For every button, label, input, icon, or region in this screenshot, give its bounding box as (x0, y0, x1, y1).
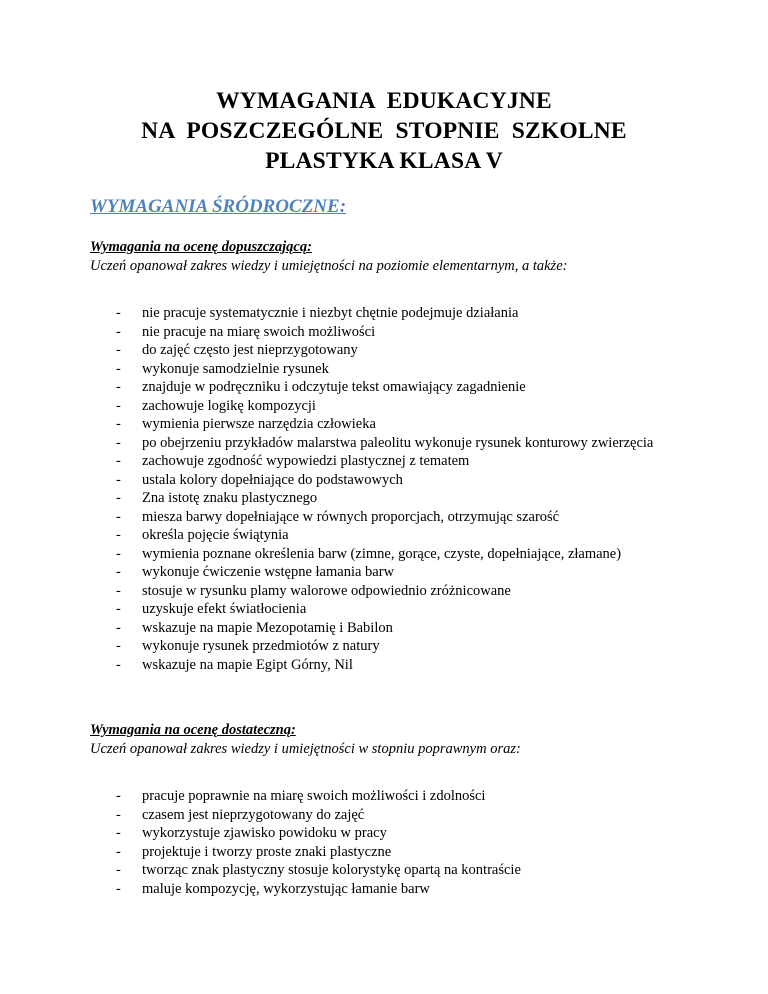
list-item-text: wymienia pierwsze narzędzia człowieka (142, 416, 376, 432)
list-item-text: wskazuje na mapie Egipt Górny, Nil (142, 656, 353, 673)
list-item (90, 489, 702, 508)
list-item-text: uzyskuje efekt światłocienia (142, 601, 307, 617)
document-title (0, 86, 768, 176)
group-intro: Uczeń opanował zakres wiedzy i umiejętności na poziomie elementarnym, a także: (90, 258, 568, 274)
list-item-text: nie pracuje systematycznie i niezbyt chętnie podejmuje działania (142, 305, 519, 321)
list-item-text: po obejrzeniu przykładów malarstwa paleolitu wykonuje rysunek konturowy zwierzęcia (142, 434, 654, 451)
bullet-dash: - (116, 397, 121, 414)
list-item (90, 619, 702, 638)
list-item-text: ustala kolory dopełniające do podstawowych (142, 471, 403, 488)
requirements-list (90, 787, 750, 898)
list-item-text: wskazuje na mapie Mezopotamię i Babilon (142, 619, 393, 636)
list-item (90, 806, 702, 825)
list-item (90, 434, 702, 453)
title-line-3: PLASTYKA KLASA V (265, 148, 503, 174)
list-item (90, 304, 702, 323)
list-item-text: pracuje poprawnie na miarę swoich możliwości i zdolności (142, 788, 486, 804)
requirements-group-pass (90, 238, 750, 674)
list-item-text: projektuje i tworzy proste znaki plastyczne (142, 843, 392, 860)
title-line-1: WYMAGANIA EDUKACYJNE (216, 88, 552, 114)
bullet-dash: - (116, 619, 121, 636)
bullet-dash: - (116, 880, 121, 897)
bullet-dash: - (116, 379, 121, 395)
list-item (90, 397, 702, 416)
bullet-dash: - (116, 788, 121, 804)
list-item (90, 452, 702, 471)
list-item-text: wymienia poznane określenia barw (zimne, gorące, czyste, dopełniające, złamane) (142, 545, 622, 562)
requirements-list (90, 304, 750, 674)
list-item-text: wykonuje rysunek przedmiotów z natury (142, 638, 380, 654)
requirements-group-satisfactory (90, 721, 750, 898)
bullet-dash: - (116, 843, 121, 860)
list-item (90, 323, 702, 342)
list-item-text: wykonuje samodzielnie rysunek (142, 360, 329, 377)
list-item-text: tworząc znak plastyczny stosuje kolorystykę opartą na kontraście (142, 862, 521, 878)
bullet-dash: - (116, 806, 121, 823)
bullet-dash: - (116, 638, 121, 654)
list-item-text: maluje kompozycję, wykorzystując łamanie barw (142, 880, 430, 897)
list-item-text: miesza barwy dopełniające w równych proporcjach, otrzymując szarość (142, 508, 560, 525)
list-item (90, 341, 702, 360)
list-item (90, 378, 702, 397)
list-item (90, 508, 702, 527)
list-item (90, 600, 702, 619)
list-item (90, 582, 702, 601)
section-heading-midterm: WYMAGANIA ŚRÓDROCZNE: (90, 196, 347, 217)
list-item-text: określa pojęcie świątynia (142, 527, 289, 543)
list-item (90, 843, 702, 862)
list-item (90, 824, 702, 843)
list-item-text: nie pracuje na miarę swoich możliwości (142, 323, 376, 340)
bullet-dash: - (116, 601, 121, 617)
bullet-dash: - (116, 305, 121, 321)
group-intro: Uczeń opanował zakres wiedzy i umiejętności w stopniu poprawnym oraz: (90, 741, 521, 757)
list-item (90, 637, 702, 656)
title-line-2: NA POSZCZEGÓLNE STOPNIE SZKOLNE (141, 118, 627, 144)
bullet-dash: - (116, 360, 121, 377)
bullet-dash: - (116, 323, 121, 340)
list-item-text: stosuje w rysunku plamy walorowe odpowiednio zróżnicowane (142, 582, 511, 599)
list-item (90, 880, 702, 899)
bullet-dash: - (116, 656, 121, 673)
list-item-text: czasem jest nieprzygotowany do zajęć (142, 806, 365, 823)
bullet-dash: - (116, 825, 121, 841)
list-item (90, 415, 702, 434)
list-item (90, 360, 702, 379)
list-item-text: znajduje w podręczniku i odczytuje tekst omawiający zagadnienie (142, 379, 526, 395)
list-item-text: zachowuje logikę kompozycji (142, 397, 316, 414)
list-item (90, 656, 702, 675)
bullet-dash: - (116, 342, 121, 358)
group-heading: Wymagania na ocenę dopuszczającą: (90, 239, 312, 255)
bullet-dash: - (116, 490, 121, 506)
list-item (90, 787, 702, 806)
bullet-dash: - (116, 471, 121, 488)
list-item (90, 545, 702, 564)
bullet-dash: - (116, 862, 121, 878)
bullet-dash: - (116, 545, 121, 562)
bullet-dash: - (116, 582, 121, 599)
list-item-text: Zna istotę znaku plastycznego (142, 490, 318, 506)
bullet-dash: - (116, 564, 121, 580)
bullet-dash: - (116, 416, 121, 432)
list-item-text: wykorzystuje zjawisko powidoku w pracy (142, 825, 387, 841)
bullet-dash: - (116, 508, 121, 525)
list-item (90, 526, 702, 545)
list-item (90, 471, 702, 490)
list-item-text: zachowuje zgodność wypowiedzi plastycznej z tematem (142, 453, 470, 469)
bullet-dash: - (116, 453, 121, 469)
list-item-text: do zajęć często jest nieprzygotowany (142, 342, 358, 358)
group-heading: Wymagania na ocenę dostateczną: (90, 722, 296, 738)
list-item (90, 563, 702, 582)
bullet-dash: - (116, 527, 121, 543)
list-item (90, 861, 702, 880)
bullet-dash: - (116, 434, 121, 451)
list-item-text: wykonuje ćwiczenie wstępne łamania barw (142, 564, 395, 580)
